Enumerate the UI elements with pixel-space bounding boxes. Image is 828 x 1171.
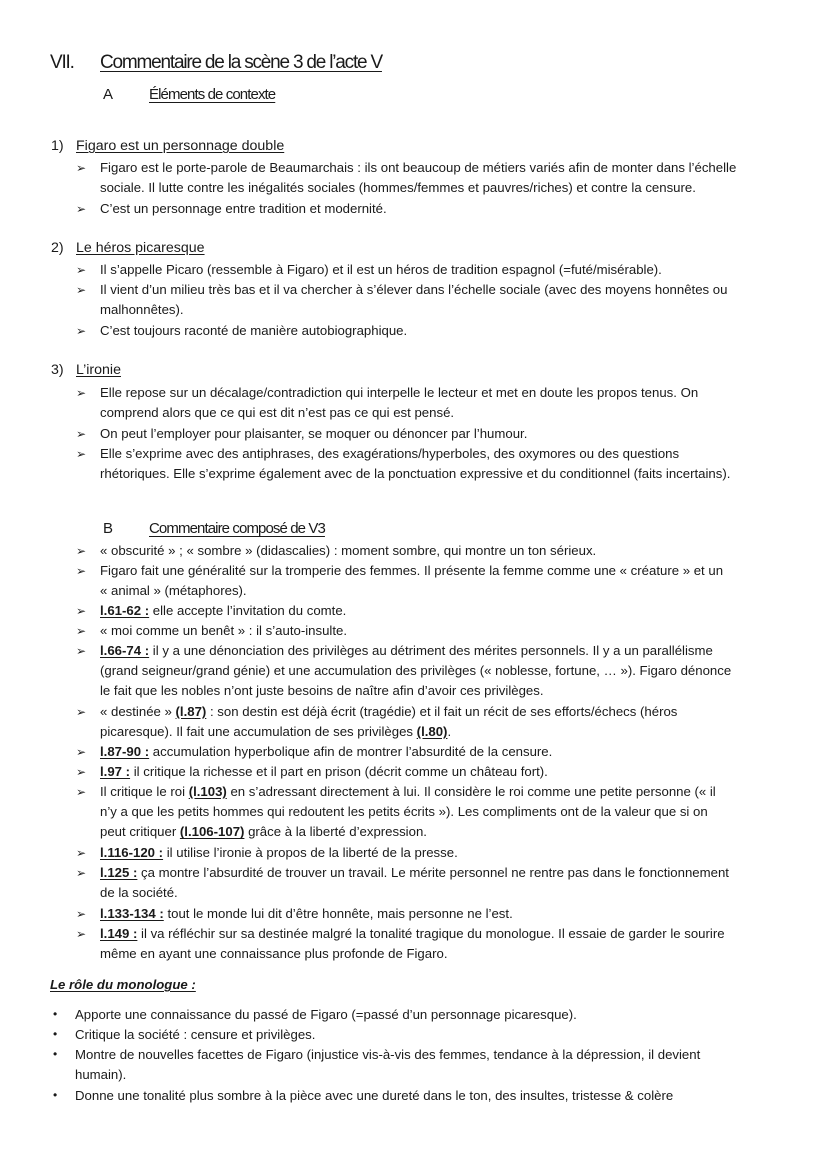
context-item-number: 3) [51,362,64,378]
bullet-line [100,904,513,924]
bullet-text: n’y a que les petits hommes qui redoutent les petits écrits »). Les compliments ont de la valeur que si on [100,804,708,820]
subsection-a-title: Éléments de contexte [149,86,276,103]
commentary-bullet [76,843,458,863]
bullet-text: grâce à la liberté d’expression. [244,824,427,840]
context-item-title [51,240,205,256]
bullet-line: humain). [75,1067,127,1083]
line-reference: l.149 : [100,926,138,941]
bullet-text: le fait que les nobles n’ont juste besoins de naître afin d’avoir ces privilèges. [100,683,544,699]
bullet-line [100,802,716,822]
arrow-bullet-icon: ➢ [76,161,87,175]
bullet-line: C’est toujours raconté de manière autobiographique. [100,323,408,338]
arrow-bullet-icon: ➢ [76,866,87,880]
bullet-text: picaresque). Il fait une accumulation de ses privilèges [100,724,417,740]
bullet-line: Elle s’exprime avec des antiphrases, des exagérations/hyperboles, des oxymores ou des questions [100,446,680,461]
dot-bullet-icon: • [53,1088,58,1102]
bullet-line [100,561,723,581]
bullet-line [100,681,731,701]
context-item-title [51,138,284,154]
line-reference: (l.103) [188,784,227,799]
commentary-bullet [76,641,732,702]
bullet-line: C’est un personnage entre tradition et modernité. [100,201,387,216]
context-item-label: L’ironie [76,362,121,378]
bullet-line [100,924,725,944]
bullet-line [100,883,729,903]
bullet-text: il y a une dénonciation des privilèges au détriment des mérites personnels. Il y a un parallélisme [149,643,713,658]
arrow-bullet-icon: ➢ [76,644,87,658]
line-reference: (l.87) [175,704,207,719]
bullet-text: Figaro fait une généralité sur la tromperie des femmes. Il présente la femme comme une « créature » et un [100,563,724,578]
bullet-line [100,742,552,762]
commentary-bullet [76,863,729,903]
bullet-line [100,702,677,722]
context-bullet [76,158,737,198]
context-item-label: Figaro est un personnage double [76,138,285,154]
commentary-bullet [76,924,725,964]
bullet-line: Il s’appelle Picaro (ressemble à Figaro) et il est un héros de tradition espagnol (=futé/misérable). [100,262,662,277]
arrow-bullet-icon: ➢ [76,324,87,338]
bullet-text: « moi comme un benêt » : il s’auto-insulte. [100,623,348,638]
bullet-line: malhonnêtes). [100,302,184,318]
bullet-line [100,843,458,863]
arrow-bullet-icon: ➢ [76,705,87,719]
commentary-bullet [76,541,597,561]
arrow-bullet-icon: ➢ [76,907,87,921]
commentary-bullet [76,904,513,924]
bullet-text: « destinée » [100,704,176,719]
arrow-bullet-icon: ➢ [76,386,87,400]
role-bullet [75,1025,315,1045]
arrow-bullet-icon: ➢ [76,765,87,779]
arrow-bullet-icon: ➢ [76,202,87,216]
arrow-bullet-icon: ➢ [76,564,87,578]
arrow-bullet-icon: ➢ [76,263,87,277]
bullet-text: tout le monde lui dit d’être honnête, mais personne ne l’est. [163,906,513,921]
bullet-line: Elle repose sur un décalage/contradiction qui interpelle le lecteur et met en doute les propos tenus. On [100,385,699,400]
bullet-text: il critique la richesse et il part en prison (décrit comme un château fort). [130,764,548,779]
bullet-text: : son destin est déjà écrit (tragédie) et il fait un récit de ses efforts/échecs (héros [206,704,678,719]
line-reference: l.66-74 : [100,643,150,658]
role-bullet [75,1045,700,1085]
subsection-b-title: Commentaire composé de V3 [149,520,325,537]
line-reference: l.125 : [100,865,138,880]
bullet-line: comprend alors que ce qui est dit n’est pas ce qui est pensé. [100,405,455,421]
bullet-line [100,944,725,964]
line-reference: (l.80) [416,724,448,740]
line-reference: (l.106-107) [179,824,245,840]
bullet-text: il va réfléchir sur sa destinée malgré la tonalité tragique du monologue. Il essaie de garder le sourire [137,926,725,941]
arrow-bullet-icon: ➢ [76,544,87,558]
bullet-text: il utilise l’ironie à propos de la liberté de la presse. [163,845,458,860]
bullet-line [100,581,723,601]
arrow-bullet-icon: ➢ [76,604,87,618]
bullet-text: ça montre l’absurdité de trouver un travail. Le mérite personnel ne rentre pas dans le fonctionnement [137,865,729,880]
subsection-a-heading [103,86,275,103]
commentary-bullet [76,702,678,742]
role-title: Le rôle du monologue : [50,977,196,992]
commentary-bullet [76,621,348,641]
commentary-bullet [76,762,548,782]
role-bullet [75,1005,577,1025]
arrow-bullet-icon: ➢ [76,427,87,441]
arrow-bullet-icon: ➢ [76,927,87,941]
context-item-label: Le héros picaresque [76,240,205,256]
bullet-line: Montre de nouvelles facettes de Figaro (injustice vis-à-vis des femmes, tendance à la dépression, il devient [75,1047,701,1062]
bullet-text: accumulation hyperbolique afin de montrer l’absurdité de la censure. [149,744,553,759]
subsection-b-letter: B [103,520,113,537]
context-item-number: 1) [51,138,64,154]
bullet-text: (grand seigneur/grand génie) et une accumulation des privilèges (« noblesse, fortune, … »). Figaro dénonce [100,663,732,679]
bullet-line [100,601,346,621]
arrow-bullet-icon: ➢ [76,785,87,799]
subsection-b-heading [103,520,325,537]
bullet-line [100,661,731,681]
line-reference: l.116-120 : [100,845,164,860]
bullet-line [100,621,347,641]
heading-number: VII. [50,52,74,73]
role-bullet [75,1086,673,1106]
bullet-text: Il critique le roi [100,784,189,799]
section-heading [50,52,382,74]
bullet-line: Apporte une connaissance du passé de Figaro (=passé d’un personnage picaresque). [75,1007,577,1022]
bullet-line [100,863,729,883]
bullet-text: de la société. [100,885,178,901]
subsection-a-letter: A [103,86,113,103]
dot-bullet-icon: • [53,1007,58,1021]
context-item-number: 2) [51,240,64,256]
bullet-line [100,641,731,661]
commentary-bullet [76,561,724,601]
bullet-line: Figaro est le porte-parole de Beaumarchais : ils ont beaucoup de métiers variés afin de monter dans l’échelle [100,160,737,175]
bullet-text: même en ayant une connaissance plus profonde de Figaro. [100,946,448,962]
arrow-bullet-icon: ➢ [76,624,87,638]
commentary-bullet [76,742,553,762]
context-bullet [76,383,699,423]
context-bullet [76,444,731,484]
bullet-line [100,541,596,561]
dot-bullet-icon: • [53,1047,58,1061]
bullet-line [100,762,548,782]
line-reference: l.97 : [100,764,131,779]
context-bullet [76,199,387,219]
commentary-bullet [76,782,716,843]
commentary-bullet [76,601,347,621]
bullet-text: peut critiquer [100,824,180,840]
arrow-bullet-icon: ➢ [76,283,87,297]
bullet-text: . [447,724,452,740]
bullet-line: Critique la société : censure et privilèges. [75,1027,316,1042]
heading-title: Commentaire de la scène 3 de l’acte V [100,52,382,73]
arrow-bullet-icon: ➢ [76,846,87,860]
bullet-line [100,822,716,842]
bullet-line: rhétoriques. Elle s’exprime également avec de la ponctuation expressive et du conditionnel (faits incertains). [100,466,731,482]
context-bullet [76,321,408,341]
bullet-line: sociale. Il lutte contre les inégalités sociales (hommes/femmes et pauvres/riches) et contre la censure. [100,180,696,196]
context-item-title [51,362,121,378]
dot-bullet-icon: • [53,1027,58,1041]
bullet-line [100,722,677,742]
line-reference: l.61-62 : [100,603,150,618]
context-bullet [76,424,528,444]
bullet-text: « animal » (métaphores). [100,583,247,599]
bullet-text: « obscurité » ; « sombre » (didascalies) : moment sombre, qui montre un ton sérieux. [100,543,597,558]
line-reference: l.87-90 : [100,744,150,759]
bullet-line: Donne une tonalité plus sombre à la pièce avec une dureté dans le ton, des insultes, tristesse & colère [75,1088,674,1103]
bullet-line: On peut l’employer pour plaisanter, se moquer ou dénoncer par l’humour. [100,426,528,441]
context-bullet [76,280,728,320]
line-reference: l.133-134 : [100,906,164,921]
arrow-bullet-icon: ➢ [76,745,87,759]
context-bullet [76,260,662,280]
arrow-bullet-icon: ➢ [76,447,87,461]
bullet-line: Il vient d’un milieu très bas et il va chercher à s’élever dans l’échelle sociale (avec des moyens honnêtes ou [100,282,728,297]
bullet-text: elle accepte l’invitation du comte. [149,603,347,618]
bullet-line [100,782,716,802]
bullet-text: en s’adressant directement à lui. Il considère le roi comme une petite personne (« il [226,784,716,799]
